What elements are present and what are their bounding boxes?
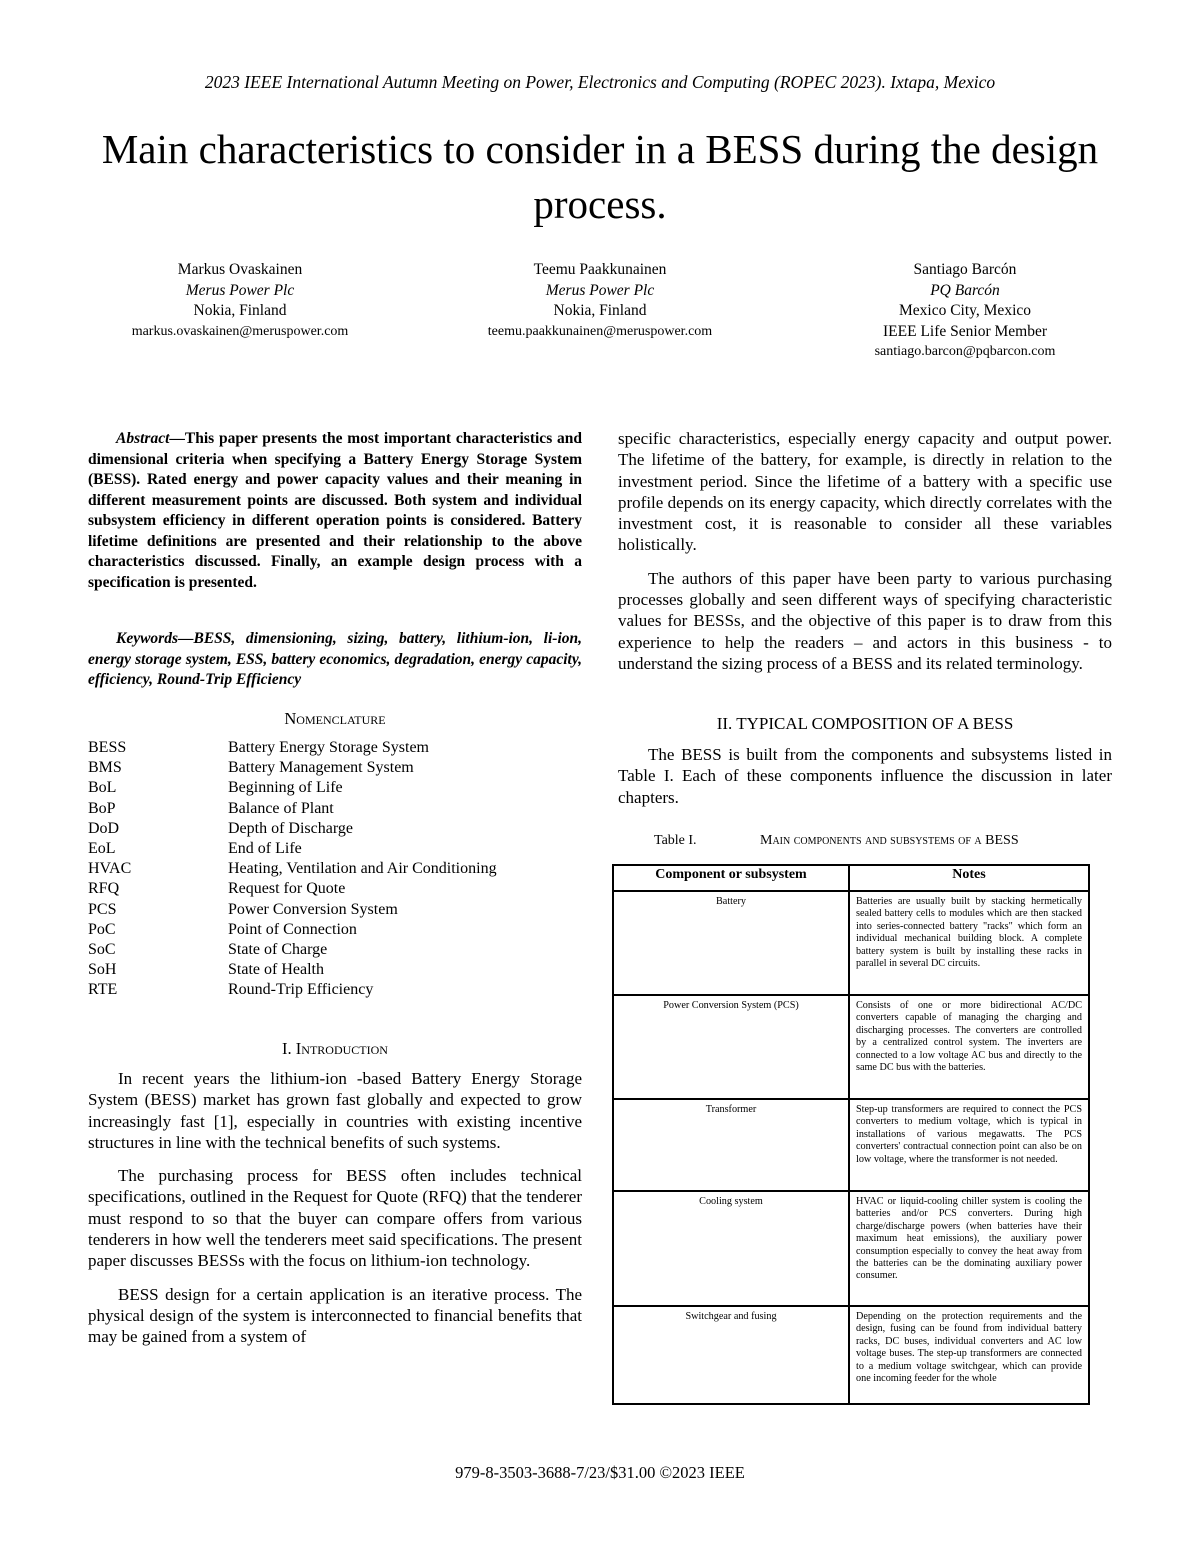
nomenclature-abbr: EoL [88, 840, 116, 858]
paper-title: Main characteristics to consider in a BESS during the design process. [101, 126, 1099, 227]
nomenclature-def: Heating, Ventilation and Air Conditioning [228, 860, 497, 878]
nomenclature-def: Point of Connection [228, 920, 357, 938]
introduction-heading [88, 1039, 582, 1059]
nomenclature-abbr: SoH [88, 961, 117, 979]
component-cell: Cooling system [613, 1191, 849, 1306]
table-caption [654, 833, 1114, 849]
nomenclature-def: Depth of Discharge [228, 819, 353, 837]
table-number: Table I. [654, 833, 697, 848]
paragraph: The BESS is built from the components and subsystems listed in Table I. Each of these components influence the discussion in later chapters. [618, 745, 1112, 807]
nomenclature-row [88, 980, 582, 1000]
table-row [613, 995, 1089, 1099]
nomenclature-row [88, 940, 582, 960]
paragraph: BESS design for a certain application is an iterative process. The physical design of the system is interconnected to financial benefits that may be gained from a system of [88, 1284, 582, 1347]
abstract-text: This paper presents the most important characteristics and dimensional criteria when specifying a Battery Energy Storage System (BESS). Rated energy and power capacity values and their meaning in different measurement points are discussed. Both system and individual subsystem efficiency in different operation points is considered. Battery lifetime definitions are presented and their relationship to the above characteristics discussed. Finally, an example design process with a specification is presented. [88, 430, 582, 591]
paragraph: In recent years the lithium-ion -based Battery Energy Storage System (BESS) market has grown fast globally and expected to grow increasingly fast [1], especially in countries with existing incentive structures in line with the technical benefits of such systems. [88, 1069, 582, 1152]
table-row [613, 891, 1089, 995]
notes-cell: Depending on the protection requirements and the design, fusing can be found from individual battery racks, DC buses, individual converters and AC low voltage buses. The step-up transformers are connected to a medium voltage switchgear, which can provide one incoming feeder for the whole [849, 1306, 1089, 1404]
nomenclature-row [88, 960, 582, 980]
author-email: markus.ovaskainen@meruspower.com [131, 323, 349, 339]
nomenclature-row [88, 879, 582, 899]
author-membership: IEEE Life Senior Member [883, 322, 1047, 340]
author-block-3 [785, 260, 1145, 363]
components-table [612, 864, 1090, 1405]
nomenclature-abbr: RFQ [88, 880, 120, 898]
nomenclature-def: State of Charge [228, 941, 328, 959]
nomenclature-def: Power Conversion System [228, 900, 398, 918]
paragraph: The authors of this paper have been party to various purchasing processes globally and seen different ways of specifying characteristic values for BESSs, and the objective of this paper is to draw from this experience to help the readers – and actors in this business - to understand the sizing process of a BESS and its related terminology. [618, 568, 1112, 673]
copyright-footer: 979-8-3503-3688-7/23/$31.00 ©2023 IEEE [455, 1463, 745, 1482]
notes-cell: Consists of one or more bidirectional AC/DC converters capable of managing the charging and discharging processes. The converters are controlled by a centralized control system. The inverters are connected to a low voltage AC bus and directly to the same DC bus with the batteries. [849, 995, 1089, 1099]
notes-cell: Step-up transformers are required to connect the PCS converters to medium voltage, which is typical in installations of various megawatts. The PCS converters' contractual connection point can also be on low voltage, where the transformer is not needed. [849, 1099, 1089, 1191]
table-header-cell: Notes [849, 865, 1089, 891]
component-cell: Power Conversion System (PCS) [613, 995, 849, 1099]
nomenclature-row [88, 920, 582, 940]
right-column-body [618, 428, 1112, 674]
section-number: I. [282, 1039, 292, 1058]
section2-heading: II. TYPICAL COMPOSITION OF A BESS [716, 714, 1014, 733]
notes-cell: Batteries are usually built by stacking hermetically sealed battery cells to modules which are then stacked into series-connected battery "racks" which form an individual mechanical building block. A complete battery system is built by installing these racks in parallel in several DC circuits. [849, 891, 1089, 995]
paragraph: The purchasing process for BESS often includes technical specifications, outlined in the Request for Quote (RFQ) that the tenderer must respond to so that the buyer can compare offers from various tenderers in how well the tenderers meet said specifications. The present paper discusses BESSs with the focus on lithium-ion technology. [88, 1166, 582, 1271]
abstract-dash: — [169, 430, 185, 447]
author-location: Nokia, Finland [553, 302, 647, 319]
author-affiliation: Merus Power Plc [545, 281, 655, 299]
section-title: Introduction [295, 1039, 388, 1058]
section2-body [618, 744, 1112, 808]
nomenclature-abbr: DoD [88, 819, 120, 837]
abstract-label: Abstract [116, 430, 170, 447]
nomenclature-abbr: HVAC [88, 860, 132, 878]
table-header-cell: Component or subsystem [613, 865, 849, 891]
table-row [613, 1099, 1089, 1191]
table-header-row [613, 865, 1089, 891]
nomenclature-row [88, 859, 582, 879]
nomenclature-def: Round-Trip Efficiency [228, 981, 374, 999]
nomenclature-abbr: BMS [88, 759, 122, 777]
nomenclature-def: Battery Management System [228, 759, 414, 777]
author-block-1 [60, 260, 420, 342]
author-email: santiago.barcon@pqbarcon.com [874, 344, 1056, 359]
author-block-2 [420, 260, 780, 342]
nomenclature-list [88, 738, 582, 1001]
nomenclature-heading: Nomenclature [284, 709, 386, 728]
nomenclature-row [88, 778, 582, 798]
nomenclature-abbr: RTE [88, 981, 118, 999]
author-location: Nokia, Finland [193, 302, 287, 319]
nomenclature-row [88, 799, 582, 819]
nomenclature-abbr: PCS [88, 900, 117, 918]
nomenclature-row [88, 900, 582, 920]
nomenclature-row [88, 738, 582, 758]
table-row [613, 1306, 1089, 1404]
nomenclature-def: Balance of Plant [228, 799, 334, 817]
keywords-label: Keywords [116, 630, 178, 647]
nomenclature-abbr: SoC [88, 941, 116, 959]
author-affiliation: PQ Barcón [930, 281, 1000, 299]
nomenclature-row [88, 819, 582, 839]
abstract [88, 429, 582, 593]
nomenclature-abbr: BoP [88, 799, 116, 817]
nomenclature-def: Battery Energy Storage System [228, 739, 429, 756]
component-cell: Transformer [613, 1099, 849, 1191]
introduction-body [88, 1068, 582, 1348]
nomenclature-abbr: BoL [88, 779, 117, 797]
table-row [613, 1191, 1089, 1306]
component-cell: Switchgear and fusing [613, 1306, 849, 1404]
nomenclature-def: End of Life [228, 840, 302, 858]
keywords [88, 629, 582, 691]
nomenclature-abbr: PoC [88, 920, 116, 938]
table-title: Main components and subsystems of a BESS [760, 833, 1019, 848]
author-affiliation: Merus Power Plc [185, 281, 295, 299]
nomenclature-def: State of Health [228, 961, 324, 979]
author-email: teemu.paakkunainen@meruspower.com [487, 323, 713, 339]
keywords-text: BESS, dimensioning, sizing, battery, lithium-ion, li-ion, energy storage system, ESS, battery economics, degradation, energy capacity, efficiency, Round-Trip Efficiency [88, 630, 582, 688]
paragraph: specific characteristics, especially energy capacity and output power. The lifetime of the battery, for example, is directly in relation to the investment period. Since the lifetime of a battery with a specific use profile depends on its energy capacity, which directly correlates with the investment cost, it is reasonable to consider all these variables holistically. [618, 429, 1112, 555]
author-name: Santiago Barcón [913, 261, 1017, 278]
nomenclature-def: Request for Quote [228, 880, 346, 898]
nomenclature-row [88, 758, 582, 778]
nomenclature-row [88, 839, 582, 859]
notes-cell: HVAC or liquid-cooling chiller system is cooling the batteries and/or PCS converters. During high charge/discharge powers (when batteries have their maximum heat emissions), the auxiliary power consumption especially to convey the heat away from the batteries can be the dominating auxiliary power consumer. [849, 1191, 1089, 1306]
conference-header: 2023 IEEE International Autumn Meeting on Power, Electronics and Computing (ROPEC 2023). Ixtapa, Mexico [204, 72, 996, 92]
author-name: Markus Ovaskainen [177, 261, 303, 278]
keywords-dash: — [178, 630, 194, 647]
author-name: Teemu Paakkunainen [533, 261, 667, 278]
component-cell: Battery [613, 891, 849, 995]
nomenclature-abbr: BESS [88, 739, 127, 756]
author-location: Mexico City, Mexico [898, 302, 1031, 319]
nomenclature-def: Beginning of Life [228, 779, 343, 797]
